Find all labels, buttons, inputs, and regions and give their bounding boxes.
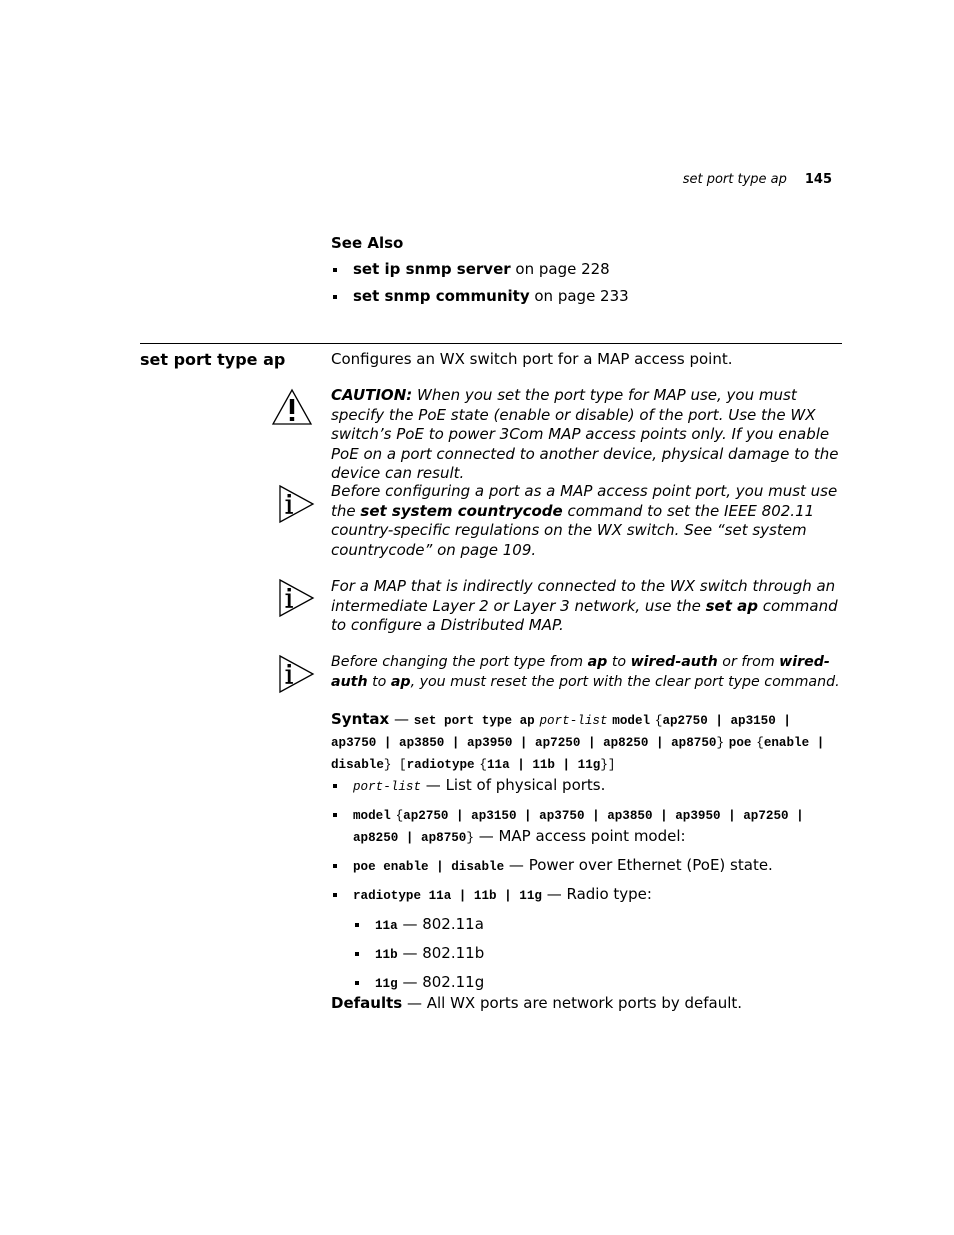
info-icon	[277, 578, 319, 620]
radio-code: 11b	[375, 948, 398, 962]
note-text: command to set the IEEE 802.11 country-specific regulations on the WX switch. See “set system countrycode” on page 109.	[331, 501, 815, 559]
caution-label: CAUTION:	[331, 386, 413, 404]
radio-values-list	[353, 914, 841, 994]
syntax-block: Syntax — set port type ap port-list model {ap2750 | ap3150 | ap3750 | ap3850 | ap3950 | ap7250 | ap8250 | ap8750} poe {enable | disable} [radiotype {11a | 11b | 11g}]	[331, 710, 825, 772]
note-text: For a MAP that is indirectly connected to the WX switch through an intermediate Layer 2 or Layer 3 network, use the	[331, 577, 836, 615]
radio-desc: — 802.11g	[397, 973, 485, 991]
arg-options: ap2750 | ap3150 | ap3750 | ap3850 | ap3950 | ap7250 | ap8250 | ap8750	[353, 809, 804, 845]
section-divider	[140, 343, 842, 344]
note-cmd: set ap	[705, 596, 758, 615]
argument-item	[331, 884, 841, 994]
syntax-model-options: ap2750 | ap3150 | ap3750 | ap3850 | ap3950 | ap7250 | ap8250 | ap8750	[331, 714, 791, 750]
note-text: to	[607, 654, 631, 670]
radio-code: 11g	[375, 977, 398, 991]
see-also-ref: on page 228	[510, 260, 610, 278]
syntax-dash: —	[389, 710, 414, 728]
note-text: Before changing the port type from	[331, 654, 588, 670]
caution-note	[331, 386, 843, 484]
caution-text: When you set the port type for MAP use, you must specify the PoE state (enable or disable) of the port. Use the WX switch’s PoE to power 3Com MAP access points only. If you enable PoE on a port connected to another device, physical damage to the device can result.	[331, 386, 839, 483]
info-icon	[277, 484, 319, 526]
info-icon	[277, 654, 319, 696]
running-header-title: set port type ap	[682, 172, 787, 187]
see-also-cmd: set ip snmp server	[353, 260, 511, 278]
arg-desc: — MAP access point model:	[473, 827, 686, 845]
radio-desc: — 802.11b	[397, 944, 485, 962]
radio-value-item	[353, 972, 841, 994]
running-header	[683, 172, 832, 187]
note-port-type-change	[331, 653, 846, 692]
argument-item: model {ap2750 | ap3150 | ap3750 | ap3850 | ap3950 | ap7250 | ap8250 | ap8750} — MAP access point model:	[331, 804, 841, 848]
syntax-arg: port-list	[539, 714, 608, 728]
arg-name: poe enable | disable	[353, 860, 505, 874]
syntax-poe-keyword: poe	[728, 736, 752, 750]
defaults-line	[331, 994, 742, 1012]
see-also-heading: See Also	[331, 234, 404, 252]
radio-desc: — 802.11a	[397, 915, 484, 933]
arg-name: radiotype 11a | 11b | 11g	[353, 889, 542, 903]
arg-desc: — List of physical ports.	[421, 776, 606, 794]
section-heading: set port type ap	[140, 350, 286, 369]
defaults-label: Defaults	[331, 994, 403, 1012]
syntax-model-keyword: model	[612, 714, 651, 728]
see-also-ref: on page 233	[529, 287, 629, 305]
argument-list	[331, 775, 841, 1001]
see-also-cmd: set snmp community	[353, 287, 530, 305]
see-also-section	[331, 234, 831, 314]
syntax-radio-options: 11a | 11b | 11g	[486, 758, 601, 772]
syntax-label: Syntax	[331, 710, 390, 728]
page-number: 145	[804, 172, 832, 187]
note-keyword: wired-auth	[331, 654, 830, 690]
note-text: , you must reset the port with the clear port type command.	[410, 673, 840, 690]
note-keyword: ap	[390, 673, 411, 690]
note-keyword: wired-auth	[630, 654, 718, 670]
see-also-item[interactable]	[331, 287, 831, 306]
arg-desc: — Power over Ethernet (PoE) state.	[504, 856, 773, 874]
note-countrycode	[331, 482, 843, 560]
arg-name: port-list	[353, 780, 422, 794]
arg-name: model	[353, 809, 391, 823]
see-also-item[interactable]	[331, 260, 831, 279]
syntax-command: set port type ap	[413, 714, 535, 728]
defaults-text: — All WX ports are network ports by default.	[402, 994, 743, 1012]
warning-triangle-icon	[271, 388, 313, 430]
arg-desc: — Radio type:	[541, 885, 652, 903]
note-cmd: set system countrycode	[360, 501, 563, 520]
argument-item	[331, 855, 841, 877]
note-text: or from	[717, 654, 780, 670]
radio-code: 11a	[375, 919, 398, 933]
note-keyword: ap	[587, 654, 608, 670]
section-intro: Configures an WX switch port for a MAP access point.	[331, 350, 733, 368]
note-text: to	[367, 673, 391, 690]
radio-value-item	[353, 914, 841, 936]
note-text: command to configure a Distributed MAP.	[331, 596, 838, 635]
syntax-poe-options: enable | disable	[331, 736, 825, 772]
see-also-list	[331, 260, 831, 306]
argument-item	[331, 775, 841, 797]
radio-value-item	[353, 943, 841, 965]
note-distributed-map	[331, 577, 843, 636]
syntax-radio-keyword: radiotype	[406, 758, 475, 772]
note-text: Before configuring a port as a MAP access point port, you must use the	[331, 482, 838, 520]
